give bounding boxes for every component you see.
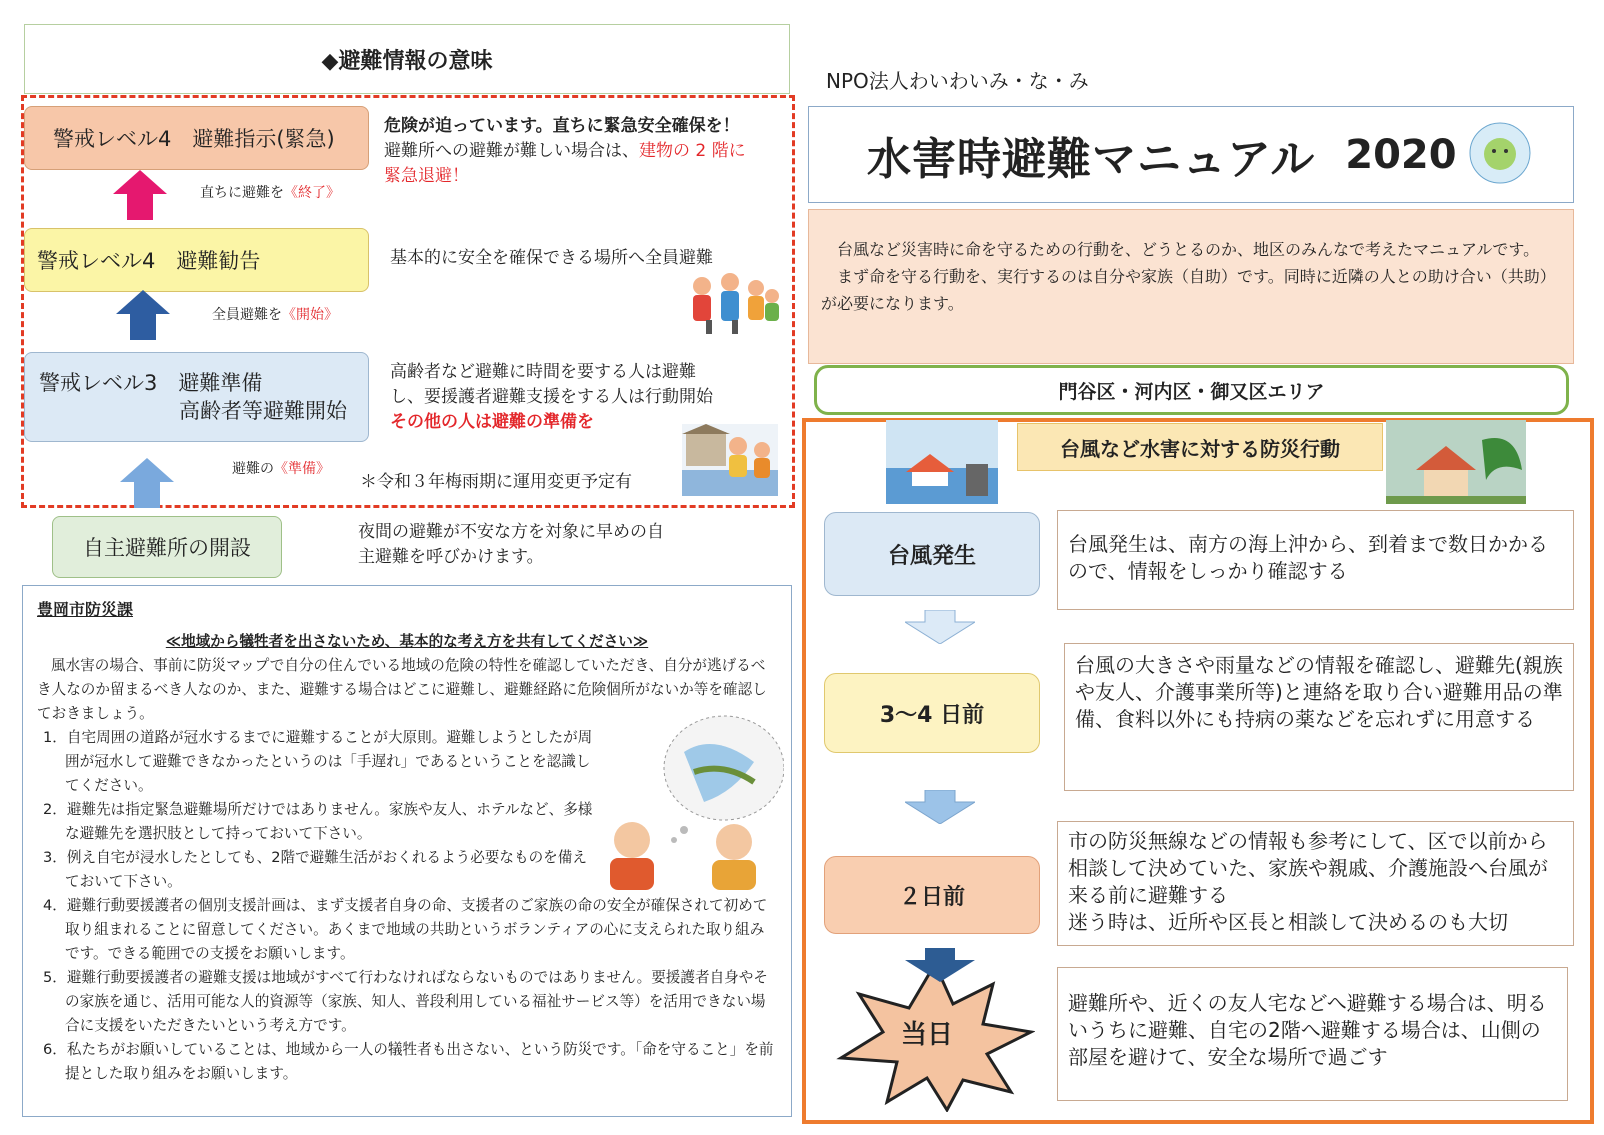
up-arrow-icon	[116, 290, 170, 340]
level4-description: 基本的に安全を確保できる場所へ全員避難	[390, 248, 713, 268]
intro-box	[808, 209, 1574, 364]
stage-day: 当日	[835, 962, 1035, 1116]
evacuating-family-icon	[686, 262, 782, 346]
logo-badge-icon	[1469, 122, 1531, 188]
stage-3-4-days: 3～4 日前	[824, 673, 1040, 753]
list-item: 1．自宅周囲の道路が冠水するまでに避難することが大原則。避難しようとしたが周囲が冠水して避難できなかったというのは「手遅れ」であるということを認識してください。	[43, 729, 593, 794]
section-title: ◆避難情報の意味	[24, 24, 790, 94]
page-title: 水害時避難マニュアル	[867, 133, 1316, 185]
flood-house-icon	[886, 420, 998, 508]
intro-paragraph: まず命を守る行動を、実行するのは自分や家族（自助）です。同時に近隣の人との助け合い（共助）が必要になります。	[821, 267, 1556, 313]
list-item: 5．避難行動要援護者の避難支援は地域がすべて行わなければならないものではありません。要援護者自身やその家族を通じ、活用可能な人的資源等（家族、知人、普段利用している福祉サービス等）を活用できない場合に支援をいただきたいという考え方です。	[43, 969, 768, 1034]
title-year: 2020	[1345, 131, 1457, 178]
intro-paragraph: 台風など災害時に命を守るための行動を、どうとるのか、地区のみんなで考えたマニュアルです。	[837, 240, 1540, 259]
thinking-elders-icon	[604, 712, 784, 894]
list-item: 3．例え自宅が浸水したとしても、2階で避難生活がおくれるよう必要なものを備えておいて下さい。	[43, 849, 587, 890]
action-title: 台風など水害に対する防災行動	[1017, 423, 1383, 471]
flood-rescue-icon	[682, 424, 778, 500]
start-label: 全員避難を《開始》	[212, 307, 338, 323]
list-item: 6．私たちがお願いしていることは、地域から一人の犠牲者も出さない、という防災です。「命を守ること」を前提とした取り組みをお願いします。	[43, 1041, 774, 1082]
down-arrow-icon	[905, 790, 975, 828]
up-arrow-icon	[120, 458, 174, 508]
title-box	[808, 106, 1574, 203]
area-label: 門谷区・河内区・御又区エリア	[814, 365, 1569, 415]
level4-box: 警戒レベル4 避難勧告	[24, 228, 369, 292]
stage-2-days-description: 市の防災無線などの情報も参考にして、区で以前から相談して決めていた、家族や親戚、介護施設へ台風が来る前に避難する 迷う時は、近所や区長と相談して決めるのも大切	[1057, 821, 1574, 946]
list-item: 4．避難行動要援護者の個別支援計画は、まず支援者自身の命、支援者のご家族の命の安全が確保されて初めて取り組まれることに留意してください。あくまで地域の共助というボランティアの心に支えられた取り組みです。できる範囲での支援をお願いします。	[43, 897, 768, 962]
stage-2-days: ２日前	[824, 856, 1040, 934]
organization-name: NPO法人わいわいみ・な・み	[826, 69, 1089, 93]
down-arrow-icon	[905, 948, 975, 986]
operation-change-note: ＊令和３年梅雨期に運用変更予定有	[360, 472, 632, 492]
self-evacuation-box: 自主避難所の開設	[52, 516, 282, 578]
list-item: 2．避難先は指定緊急避難場所だけではありません。家族や友人、ホテルなど、多様な避難先を選択肢として持っておいて下さい。	[43, 801, 593, 842]
stage-typhoon-description: 台風発生は、南方の海上沖から、到着まで数日かかるので、情報をしっかり確認する	[1057, 510, 1574, 610]
up-arrow-icon	[113, 170, 167, 220]
stage-typhoon: 台風発生	[824, 512, 1040, 596]
level4-emergency-box: 警戒レベル4 避難指示(緊急)	[24, 106, 369, 170]
level3-description: 高齢者など避難に時間を要する人は避難 し、要援護者避難支援をする人は行動開始 その他の人は避難の準備を	[390, 362, 713, 432]
level3-line2: 高齢者等避難開始	[179, 399, 347, 423]
city-heading: 豊岡市防災課	[37, 600, 134, 619]
level3-box	[24, 352, 369, 442]
self-evacuation-description: 夜間の避難が不安な方を対象に早めの自 主避難を呼びかけます。	[358, 522, 664, 567]
stage-day-description: 避難所や、近くの友人宅などへ避難する場合は、明るいうちに避難、自宅の2階へ避難する場合は、山側の部屋を避けて、安全な場所で過ごす	[1057, 967, 1568, 1101]
end-label: 直ちに避難を《終了》	[200, 185, 340, 201]
prep-label: 避難の《準備》	[232, 461, 330, 477]
storm-house-icon	[1386, 420, 1526, 508]
level3-line1: 警戒レベル3 避難準備	[39, 371, 263, 395]
stage-3-4-days-description: 台風の大きさや雨量などの情報を確認し、避難先(親族や友人、介護事業所等)と連絡を取り合い避難用品の準備、食料以外にも持病の薬などを忘れずに用意する	[1064, 643, 1574, 791]
level4e-description: 危険が迫っています。直ちに緊急安全確保を！ 避難所への避難が難しい場合は、建物の 2 階に 緊急退避！	[384, 116, 746, 186]
city-subtitle: ≪地域から犠牲者を出さないため、基本的な考え方を共有してください≫	[165, 633, 649, 650]
down-arrow-icon	[905, 610, 975, 648]
city-intro: 風水害の場合、事前に防災マップで自分の住んでいる地域の危険の特性を確認していただき、自分が逃げるべき人なのか留まるべき人なのか、また、避難する場合はどこに避難し、避難経路に危険個所がないか等を確認しておきましょう。	[37, 657, 767, 722]
